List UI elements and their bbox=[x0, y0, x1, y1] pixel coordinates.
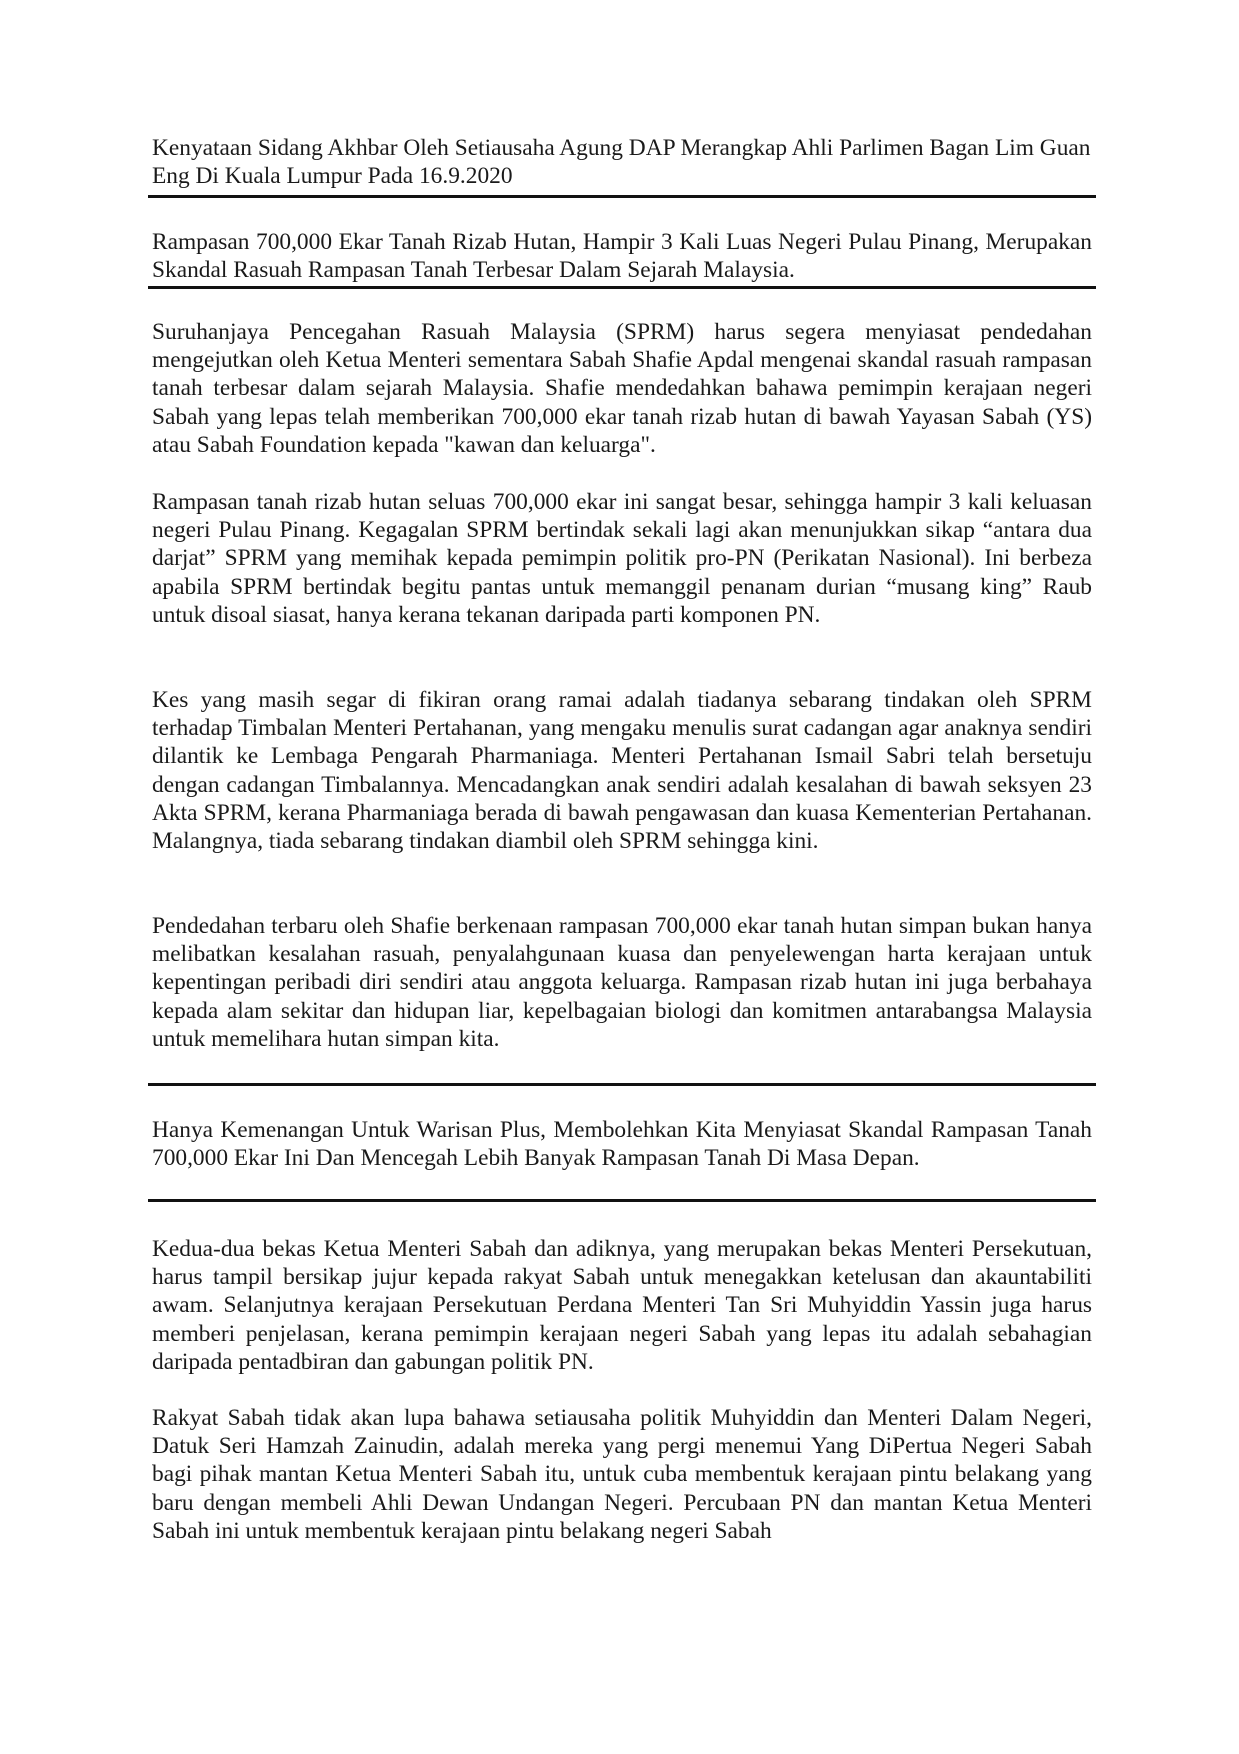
headline-2-divider bbox=[148, 1199, 1096, 1202]
paragraph-5: Kedua-dua bekas Ketua Menteri Sabah dan adiknya, yang merupakan bekas Menteri Persekutuan, harus tampil bersikap jujur kepada rakyat Sabah untuk menegakkan ketelusan dan akauntabiliti awam. Selanjutnya kerajaan Persekutuan Perdana Menteri Tan Sri Muhyiddin Yassin juga harus memberi penjelasan, kerana pemimpin kerajaan negeri Sabah yang lepas itu adalah sebahagian daripada pentadbiran dan gabungan politik PN. bbox=[152, 1236, 1092, 1375]
paragraph-6: Rakyat Sabah tidak akan lupa bahawa setiausaha politik Muhyiddin dan Menteri Dalam Negeri, Datuk Seri Hamzah Zainudin, adalah mereka yang pergi menemui Yang DiPertua Negeri Sabah bagi pihak mantan Ketua Menteri Sabah itu, untuk cuba membentuk kerajaan pintu belakang yang baru dengan membeli Ahli Dewan Undangan Negeri. Percubaan PN dan mantan Ketua Menteri Sabah ini untuk membentuk kerajaan pintu belakang negeri Sabah bbox=[152, 1405, 1092, 1544]
paragraph-1: Suruhanjaya Pencegahan Rasuah Malaysia (SPRM) harus segera menyiasat pendedahan mengejutkan oleh Ketua Menteri sementara Sabah Shafie Apdal mengenai skandal rasuah rampasan tanah terbesar dalam sejarah Malaysia. Shafie mendedahkan bahawa pemimpin kerajaan negeri Sabah yang lepas telah memberikan 700,000 ekar tanah rizab hutan di bawah Yayasan Sabah (YS) atau Sabah Foundation kepada "kawan dan keluarga". bbox=[152, 319, 1092, 458]
headline-2: Hanya Kemenangan Untuk Warisan Plus, Membolehkan Kita Menyiasat Skandal Rampasan Tanah 700,000 Ekar Ini Dan Mencegah Lebih Banyak Rampasan Tanah Di Masa Depan. bbox=[152, 1117, 1092, 1172]
page-title: Kenyataan Sidang Akhbar Oleh Setiausaha Agung DAP Merangkap Ahli Parlimen Bagan Lim Guan Eng Di Kuala Lumpur Pada 16.9.2020 bbox=[152, 135, 1091, 190]
paragraph-3: Kes yang masih segar di fikiran orang ramai adalah tiadanya sebarang tindakan oleh SPRM terhadap Timbalan Menteri Pertahanan, yang mengaku menulis surat cadangan agar anaknya sendiri dilantik ke Lembaga Pengarah Pharmaniaga. Menteri Pertahanan Ismail Sabri telah bersetuju dengan cadangan Timbalannya. Mencadangkan anak sendiri adalah kesalahan di bawah seksyen 23 Akta SPRM, kerana Pharmaniaga berada di bawah pengawasan dan kuasa Kementerian Pertahanan. Malangnya, tiada sebarang tindakan diambil oleh SPRM sehingga kini. bbox=[152, 687, 1092, 855]
paragraph-4: Pendedahan terbaru oleh Shafie berkenaan rampasan 700,000 ekar tanah hutan simpan bukan hanya melibatkan kesalahan rasuah, penyalahgunaan kuasa dan penyelewengan harta kerajaan untuk kepentingan peribadi diri sendiri atau anggota keluarga. Rampasan rizab hutan ini juga berbahaya kepada alam sekitar dan hidupan liar, kepelbagaian biologi dan komitmen antarabangsa Malaysia untuk memelihara hutan simpan kita. bbox=[152, 913, 1092, 1052]
section-divider-top bbox=[148, 1083, 1096, 1086]
headline-1: Rampasan 700,000 Ekar Tanah Rizab Hutan, Hampir 3 Kali Luas Negeri Pulau Pinang, Merupakan Skandal Rasuah Rampasan Tanah Terbesar Dalam Sejarah Malaysia. bbox=[152, 229, 1092, 284]
headline-1-divider bbox=[148, 286, 1096, 289]
title-divider bbox=[148, 195, 1096, 198]
paragraph-2: Rampasan tanah rizab hutan seluas 700,000 ekar ini sangat besar, sehingga hampir 3 kali keluasan negeri Pulau Pinang. Kegagalan SPRM bertindak sekali lagi akan menunjukkan sikap “antara dua darjat” SPRM yang memihak kepada pemimpin politik pro-PN (Perikatan Nasional). Ini berbeza apabila SPRM bertindak begitu pantas untuk memanggil penanam durian “musang king” Raub untuk disoal siasat, hanya kerana tekanan daripada parti komponen PN. bbox=[152, 489, 1092, 628]
